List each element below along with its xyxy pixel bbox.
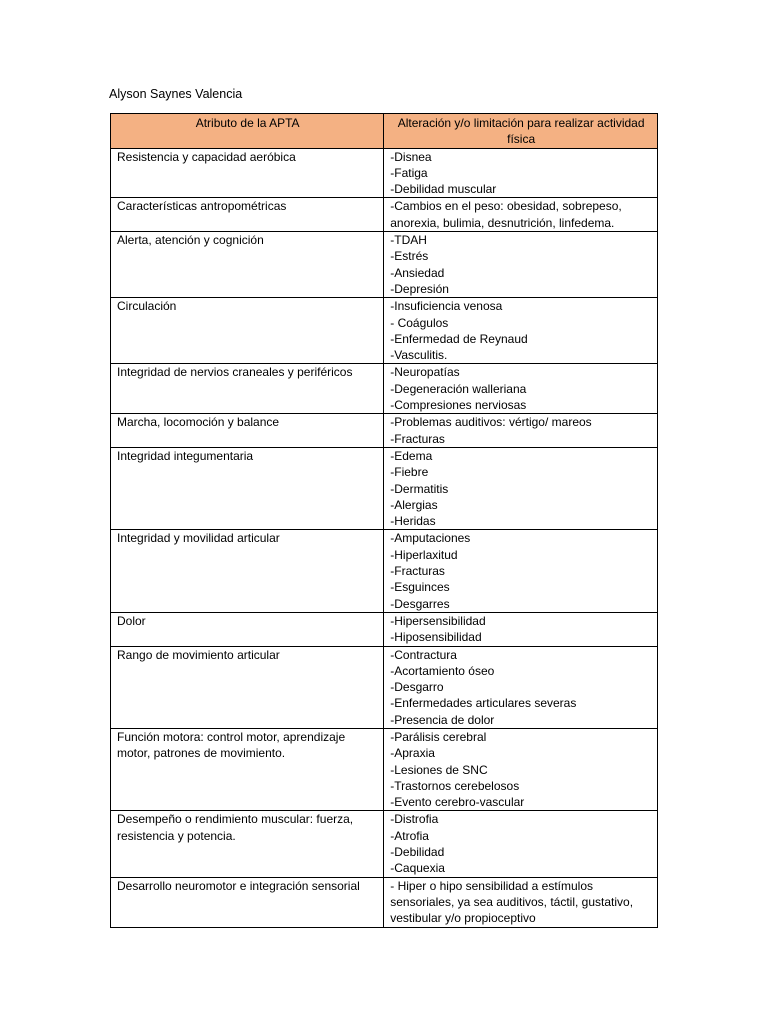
alteration-item: -Edema (390, 448, 433, 463)
table-row (111, 530, 658, 612)
attribute-cell: Integridad y movilidad articular (111, 530, 384, 612)
table-body (111, 148, 658, 927)
attribute-cell: Alerta, atención y cognición (111, 232, 384, 298)
table-row (111, 232, 658, 298)
attribute-cell: Integridad integumentaria (111, 447, 384, 529)
table-row (111, 414, 658, 448)
alteration-item: - Coágulos (390, 315, 449, 330)
table-row (111, 728, 658, 810)
alteration-item: -Insuficiencia venosa (390, 299, 503, 314)
attribute-cell: Rango de movimiento articular (111, 646, 384, 728)
alteration-item: -Cambios en el peso: obesidad, sobrepeso, anorexia, bulimia, desnutrición, linfedema. (390, 199, 622, 230)
alteration-cell (384, 811, 658, 877)
alteration-item: -Contractura (390, 647, 457, 662)
alteration-item: -Hiposensibilidad (390, 630, 482, 645)
alteration-item: -Presencia de dolor (390, 712, 495, 727)
header-row (111, 114, 658, 149)
alteration-item: -TDAH (390, 233, 427, 248)
alteration-item: -Disnea (390, 149, 432, 164)
alteration-cell (384, 447, 658, 529)
table-row (111, 198, 658, 232)
table-row (111, 364, 658, 414)
alteration-cell (384, 728, 658, 810)
alteration-cell (384, 530, 658, 612)
alteration-item: -Degeneración walleriana (390, 381, 527, 396)
attribute-cell: Desarrollo neuromotor e integración sensorial (111, 877, 384, 927)
alteration-item: -Heridas (390, 514, 436, 529)
table-row (111, 646, 658, 728)
alteration-item: -Caquexia (390, 861, 445, 876)
alteration-item: -Estrés (390, 249, 429, 264)
alteration-cell (384, 148, 658, 198)
alteration-item: -Hipersensibilidad (390, 613, 486, 628)
alteration-item: -Fracturas (390, 431, 445, 446)
alteration-item: -Hiperlaxitud (390, 547, 458, 562)
alteration-item: -Distrofia (390, 812, 439, 827)
apta-table (110, 113, 658, 928)
alteration-item: -Ansiedad (390, 265, 445, 280)
alteration-item: -Atrofia (390, 828, 429, 843)
alteration-cell (384, 298, 658, 364)
alteration-item: -Problemas auditivos: vértigo/ mareos (390, 415, 592, 430)
alteration-cell (384, 646, 658, 728)
table-row (111, 447, 658, 529)
table-row (111, 811, 658, 877)
alteration-cell (384, 877, 658, 927)
author-name: Alyson Saynes Valencia (109, 87, 243, 101)
alteration-item: -Esguinces (390, 580, 450, 595)
attribute-cell: Marcha, locomoción y balance (111, 414, 384, 448)
alteration-item: -Enfermedades articulares severas (390, 696, 577, 711)
alteration-item: -Neuropatías (390, 365, 460, 380)
attribute-cell: Características antropométricas (111, 198, 384, 232)
alteration-item: -Desgarro (390, 680, 444, 695)
alteration-item: -Fatiga (390, 165, 428, 180)
attribute-cell: Desempeño o rendimiento muscular: fuerza, resistencia y potencia. (111, 811, 384, 877)
alteration-cell (384, 612, 658, 646)
table-row (111, 612, 658, 646)
alteration-cell (384, 232, 658, 298)
alteration-item: -Evento cerebro-vascular (390, 795, 525, 810)
alteration-item: -Parálisis cerebral (390, 729, 487, 744)
attribute-cell: Circulación (111, 298, 384, 364)
header-attribute: Atributo de la APTA (111, 114, 384, 149)
alteration-item: - Hiper o hipo sensibilidad a estímulos sensoriales, ya sea auditivos, táctil, gustativo, vestibular y/o propioceptivo (390, 878, 634, 926)
attribute-cell: Integridad de nervios craneales y periféricos (111, 364, 384, 414)
table-row (111, 877, 658, 927)
alteration-item: -Dermatitis (390, 481, 449, 496)
alteration-cell (384, 198, 658, 232)
alteration-item: -Fiebre (390, 465, 429, 480)
alteration-item: -Alergias (390, 497, 438, 512)
attribute-cell: Dolor (111, 612, 384, 646)
alteration-item: -Compresiones nerviosas (390, 398, 527, 413)
alteration-item: -Vasculitis. (390, 348, 448, 363)
alteration-cell (384, 414, 658, 448)
alteration-item: -Debilidad (390, 845, 445, 860)
alteration-item: -Amputaciones (390, 531, 471, 546)
alteration-item: -Lesiones de SNC (390, 762, 488, 777)
alteration-item: -Apraxia (390, 746, 435, 761)
alteration-item: -Acortamiento óseo (390, 663, 495, 678)
header-alteration: Alteración y/o limitación para realizar actividad física (384, 114, 658, 149)
attribute-cell: Resistencia y capacidad aeróbica (111, 148, 384, 198)
attribute-cell: Función motora: control motor, aprendizaje motor, patrones de movimiento. (111, 728, 384, 810)
alteration-cell (384, 364, 658, 414)
table-row (111, 148, 658, 198)
alteration-item: -Depresión (390, 281, 449, 296)
alteration-item: -Enfermedad de Reynaud (390, 331, 528, 346)
alteration-item: -Trastornos cerebelosos (390, 778, 520, 793)
alteration-item: -Desgarres (390, 596, 450, 611)
alteration-item: -Debilidad muscular (390, 182, 497, 197)
table-row (111, 298, 658, 364)
alteration-item: -Fracturas (390, 564, 445, 579)
